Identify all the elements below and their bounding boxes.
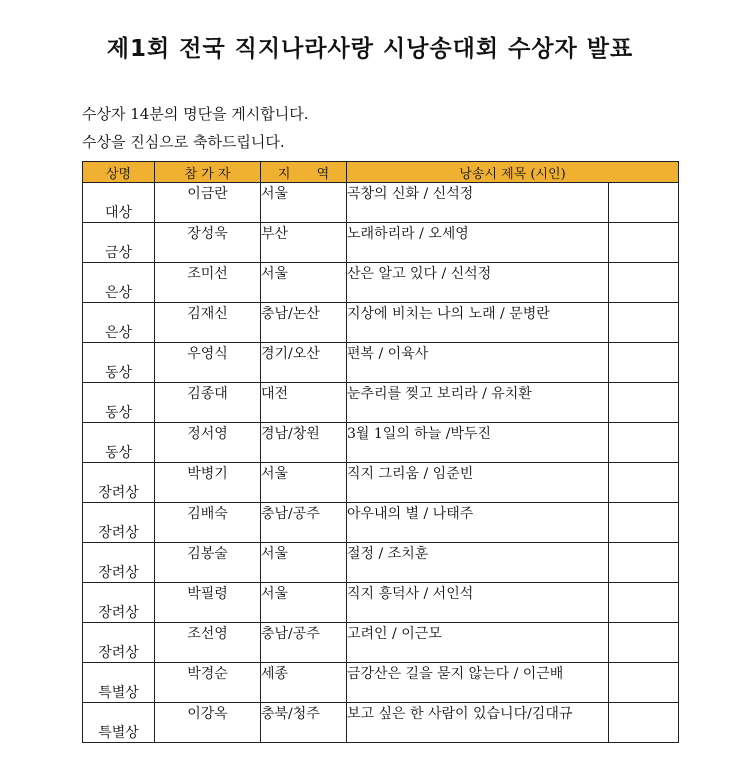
- award-cell: 장려상: [83, 543, 155, 583]
- header-poem: 낭송시 제목 (시인): [347, 162, 679, 183]
- participant-cell: 정서영: [155, 423, 261, 463]
- poem-cell: 절정 / 조치훈: [347, 543, 609, 583]
- region-cell: 부산: [261, 223, 347, 263]
- winners-table: [82, 161, 679, 743]
- award-cell: 장려상: [83, 503, 155, 543]
- table-row: [83, 343, 679, 383]
- table-row: [83, 503, 679, 543]
- poem-cell: 보고 싶은 한 사람이 있습니다/김대규: [347, 703, 609, 743]
- participant-cell: 이금란: [155, 183, 261, 223]
- empty-cell: [609, 623, 679, 663]
- empty-cell: [609, 263, 679, 303]
- table-row: [83, 703, 679, 743]
- poem-cell: 직지 흥덕사 / 서인석: [347, 583, 609, 623]
- empty-cell: [609, 183, 679, 223]
- empty-cell: [609, 463, 679, 503]
- award-cell: 동상: [83, 343, 155, 383]
- region-cell: 대전: [261, 383, 347, 423]
- intro-line-1: 수상자 14분의 명단을 게시합니다.: [82, 105, 309, 123]
- poem-cell: 금강산은 길을 묻지 않는다 / 이근배: [347, 663, 609, 703]
- empty-cell: [609, 343, 679, 383]
- table-row: [83, 183, 679, 223]
- table-row: [83, 423, 679, 463]
- table-row: [83, 543, 679, 583]
- participant-cell: 조미선: [155, 263, 261, 303]
- region-cell: 서울: [261, 183, 347, 223]
- region-cell: 충북/청주: [261, 703, 347, 743]
- poem-cell: 3월 1일의 하늘 /박두진: [347, 423, 609, 463]
- region-cell: 충남/공주: [261, 623, 347, 663]
- empty-cell: [609, 503, 679, 543]
- participant-cell: 박필령: [155, 583, 261, 623]
- header-region: 지 역: [261, 162, 347, 183]
- award-cell: 장려상: [83, 583, 155, 623]
- participant-cell: 김재신: [155, 303, 261, 343]
- participant-cell: 김봉술: [155, 543, 261, 583]
- region-cell: 서울: [261, 543, 347, 583]
- region-cell: 경기/오산: [261, 343, 347, 383]
- empty-cell: [609, 303, 679, 343]
- poem-cell: 지상에 비치는 나의 노래 / 문병란: [347, 303, 609, 343]
- award-cell: 동상: [83, 383, 155, 423]
- poem-cell: 곡창의 신화 / 신석정: [347, 183, 609, 223]
- empty-cell: [609, 663, 679, 703]
- table-row: [83, 223, 679, 263]
- poem-cell: 산은 알고 있다 / 신석정: [347, 263, 609, 303]
- region-cell: 충남/공주: [261, 503, 347, 543]
- region-cell: 서울: [261, 263, 347, 303]
- award-cell: 대상: [83, 183, 155, 223]
- table-row: [83, 263, 679, 303]
- participant-cell: 우영식: [155, 343, 261, 383]
- award-cell: 금상: [83, 223, 155, 263]
- poem-cell: 직지 그리움 / 임준빈: [347, 463, 609, 503]
- award-cell: 은상: [83, 263, 155, 303]
- table-row: [83, 663, 679, 703]
- region-cell: 경남/창원: [261, 423, 347, 463]
- table-row: [83, 383, 679, 423]
- award-cell: 장려상: [83, 463, 155, 503]
- participant-cell: 김배숙: [155, 503, 261, 543]
- award-cell: 동상: [83, 423, 155, 463]
- header-participant: 참 가 자: [155, 162, 261, 183]
- region-cell: 세종: [261, 663, 347, 703]
- table-row: [83, 623, 679, 663]
- empty-cell: [609, 703, 679, 743]
- empty-cell: [609, 583, 679, 623]
- award-cell: 특별상: [83, 663, 155, 703]
- table-row: [83, 583, 679, 623]
- participant-cell: 조선영: [155, 623, 261, 663]
- award-cell: 장려상: [83, 623, 155, 663]
- award-cell: 특별상: [83, 703, 155, 743]
- participant-cell: 박경순: [155, 663, 261, 703]
- participant-cell: 박병기: [155, 463, 261, 503]
- intro-line-2: 수상을 진심으로 축하드립니다.: [82, 133, 285, 151]
- region-cell: 충남/논산: [261, 303, 347, 343]
- empty-cell: [609, 423, 679, 463]
- table-row: [83, 463, 679, 503]
- poem-cell: 아우내의 별 / 나태주: [347, 503, 609, 543]
- poem-cell: 눈추리를 찢고 보리라 / 유치환: [347, 383, 609, 423]
- empty-cell: [609, 543, 679, 583]
- participant-cell: 이강옥: [155, 703, 261, 743]
- award-cell: 은상: [83, 303, 155, 343]
- participant-cell: 김종대: [155, 383, 261, 423]
- poem-cell: 편복 / 이육사: [347, 343, 609, 383]
- header-award: 상명: [83, 162, 155, 183]
- table-row: [83, 303, 679, 343]
- empty-cell: [609, 223, 679, 263]
- empty-cell: [609, 383, 679, 423]
- page-title: 제1회 전국 직지나라사랑 시낭송대회 수상자 발표: [106, 36, 634, 62]
- region-cell: 서울: [261, 463, 347, 503]
- poem-cell: 고려인 / 이근모: [347, 623, 609, 663]
- participant-cell: 장성욱: [155, 223, 261, 263]
- table-header-row: [83, 162, 679, 183]
- region-cell: 서울: [261, 583, 347, 623]
- poem-cell: 노래하리라 / 오세영: [347, 223, 609, 263]
